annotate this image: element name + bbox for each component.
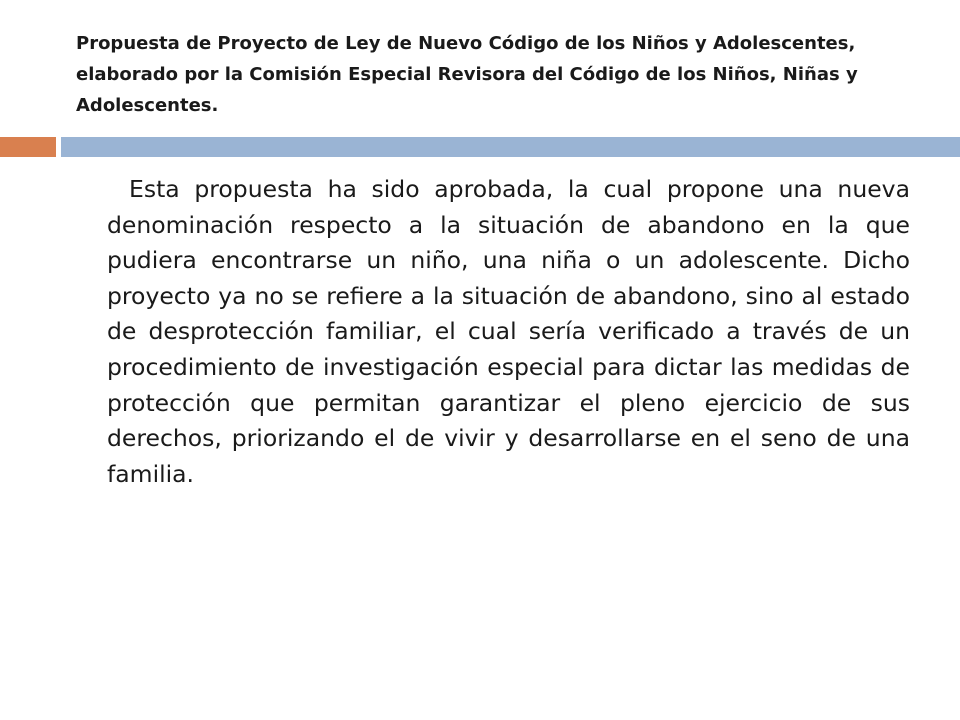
slide-title: Propuesta de Proyecto de Ley de Nuevo Código de los Niños y Adolescentes, elaborado por la Comisión Especial Revisora del Código de los Niños, Niñas y Adolescentes. — [76, 33, 858, 116]
header-bar — [61, 137, 960, 157]
slide-body-text: Esta propuesta ha sido aprobada, la cual propone una nueva denominación respecto a la situación de abandono en la que pudiera encontrarse un niño, una niña o un adolescente. Dicho proyecto ya no se refiere a la situación de abandono, sino al estado de desprotección familiar, el cual sería verificado a través de un procedimiento de investigación especial para dictar las medidas de protección que permitan garantizar el pleno ejercicio de sus derechos, priorizando el de vivir y desarrollarse en el seno de una familia. — [107, 175, 910, 488]
accent-bar — [0, 137, 56, 157]
